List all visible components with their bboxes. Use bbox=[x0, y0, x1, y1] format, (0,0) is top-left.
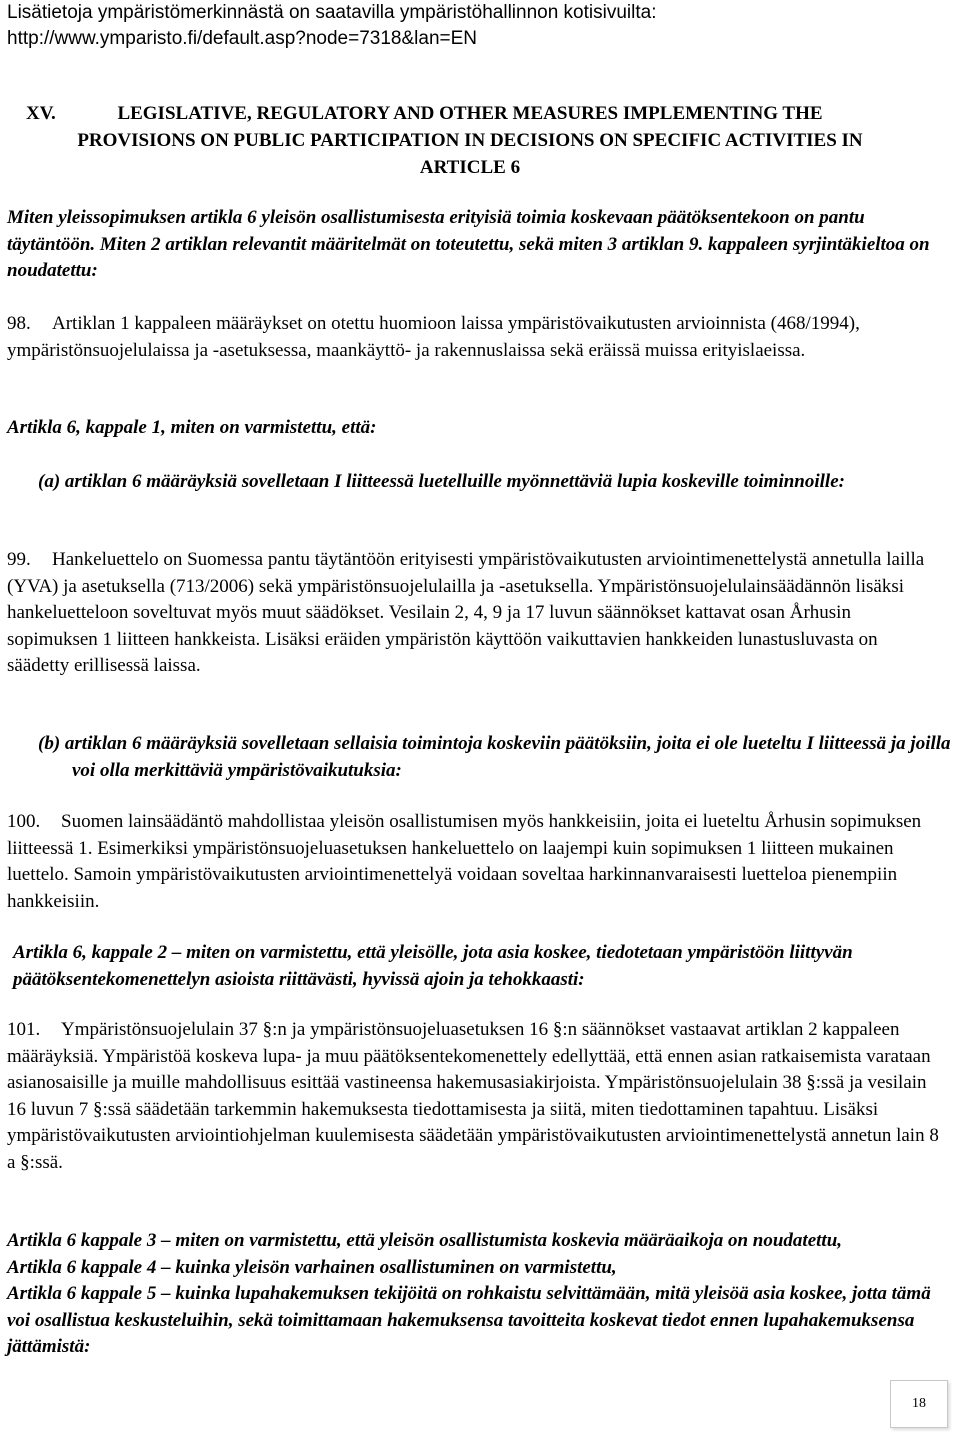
article-6-para-3-5-headings bbox=[7, 1228, 942, 1361]
item-b bbox=[38, 731, 960, 784]
paragraph-number: 101. bbox=[7, 1019, 41, 1040]
intro-note bbox=[7, 0, 927, 52]
article-6-para-2-heading: Artikla 6, kappale 2 – miten on varmistettu, että yleisölle, jota asia koskee, tiedotetaan ympäristöön liittyvän päätöksentekomenettelyn asioista riittävästi, hyvissä ajoin ja tehokkaasti: bbox=[13, 942, 853, 990]
section-heading bbox=[26, 100, 910, 181]
article-6-para-4-heading: Artikla 6 kappale 4 – kuinka yleisön varhainen osallistuminen on varmistettu, bbox=[7, 1256, 617, 1278]
paragraph-number: 98. bbox=[7, 313, 31, 334]
question-intro: Miten yleissopimuksen artikla 6 yleisön osallistumisesta erityisiä toimia koskevaan päätöksentekoon on pantu täytäntöön. Miten 2 artiklan relevantit määritelmät on toteutettu, sekä miten 3 artiklan 9. kappaleen syrjintäkieltoa on noudatettu: bbox=[7, 207, 930, 281]
paragraph-number: 99. bbox=[7, 549, 31, 570]
paragraph-text: Ympäristönsuojelulain 37 §:n ja ympäristönsuojeluasetuksen 16 §:n säännökset vastaavat artiklan 2 kappaleen määräyksiä. Ympäristöä koskeva lupa- ja muu päätöksentekomenettely edellyttää, että ennen asian ratkaisemista varataan asianosaisille ja muille mahdollisuus esittää vastineensa hakemusasiakirjoista. Ympäristönsuojelulain 38 §:ssä ja vesilain 16 luvun 7 §:ssä säädetään tarkemmin hakemuksesta tiedottamisesta ja siitä, miten tiedottaminen tapahtuu. Lisäksi ympäristövaikutusten arviointiohjelman kuulemisesta säädetään ympäristövaikutusten arviointimenettelystä annetun lain 8 a §:ssä. bbox=[7, 1019, 939, 1173]
intro-line: Lisätietoja ympäristömerkinnästä on saatavilla ympäristöhallinnon kotisivuilta: bbox=[7, 2, 657, 23]
paragraph-100 bbox=[7, 809, 942, 915]
article-6-para-1-heading: Artikla 6, kappale 1, miten on varmistettu, että: bbox=[7, 417, 377, 438]
item-text: artiklan 6 määräyksiä sovelletaan I liitteessä luetelluille myönnettäviä lupia koskeville toiminnoille: bbox=[64, 471, 845, 492]
paragraph-text: Artiklan 1 kappaleen määräykset on otettu huomioon laissa ympäristövaikutusten arvioinnista (468/1994), ympäristönsuojelulaissa ja -asetuksessa, maankäyttö- ja rakennuslaissa sekä eräissä muissa erityislaeissa. bbox=[7, 313, 860, 361]
paragraph-text: Suomen lainsäädäntö mahdollistaa yleisön osallistumisen myös hankkeisiin, joita ei lueteltu Århusin sopimuksen liitteessä 1. Esimerkiksi ympäristönsuojeluasetuksen hankeluettelo on laajempi kuin sopimuksen 1 liitteen mukainen luettelo. Samoin ympäristövaikutusten arviointimenettelyä voidaan soveltaa harkinnanvaraisesti luetteloa pienempiin hankkeisiin. bbox=[7, 811, 922, 912]
paragraph-99 bbox=[7, 547, 942, 680]
article-6-para-3-heading: Artikla 6 kappale 3 – miten on varmistettu, että yleisön osallistumista koskevia määräaikoja on noudatettu, bbox=[7, 1230, 843, 1251]
article-6-para-5-heading: Artikla 6 kappale 5 – kuinka lupahakemuksen tekijöitä on rohkaistu selvittämään, mitä yleisöä asia koskee, jotta tämä voi osallistua keskusteluihin, sekä toimittamaan hakemuksensa tavoitteita koskevat tiedot ennen lupahakemuksensa jättämistä: bbox=[7, 1283, 931, 1357]
paragraph-101 bbox=[7, 1017, 942, 1176]
item-label: (a) bbox=[38, 471, 61, 492]
paragraph-number: 100. bbox=[7, 811, 41, 832]
intro-url: http://www.ymparisto.fi/default.asp?node=7318&lan=EN bbox=[7, 28, 478, 49]
item-label: (b) bbox=[38, 733, 61, 754]
page-number: 18 bbox=[890, 1380, 948, 1428]
paragraph-text: Hankeluettelo on Suomessa pantu täytäntöön erityisesti ympäristövaikutusten arviointimenettelystä annetulla lailla (YVA) ja asetuksella (713/2006) sekä ympäristönsuojelulailla ja -asetuksella. Ympäristönsuojelulainsäädännön lisäksi hankeluetteloon soveltuvat myös muut säädökset. Vesilain 2, 4, 9 ja 17 luvun säännökset kattavat osan Århusin sopimuksen 1 liitteen hankkeista. Lisäksi eräiden ympäristön käyttöön vaikuttavien hankkeiden lunastusluvasta on säädetty erillisessä laissa. bbox=[7, 549, 925, 677]
section-number: XV. bbox=[26, 103, 56, 124]
item-a bbox=[38, 469, 960, 496]
section-title: LEGISLATIVE, REGULATORY AND OTHER MEASURES IMPLEMENTING THE PROVISIONS ON PUBLIC PARTICIPATION IN DECISIONS ON SPECIFIC ACTIVITIES IN ARTICLE 6 bbox=[77, 103, 863, 178]
item-text: artiklan 6 määräyksiä sovelletaan sellaisia toimintoja koskeviin päätöksiin, joita ei ole lueteltu I liitteessä ja joilla voi olla merkittäviä ympäristövaikutuksia: bbox=[64, 733, 951, 781]
paragraph-98 bbox=[7, 310, 942, 364]
